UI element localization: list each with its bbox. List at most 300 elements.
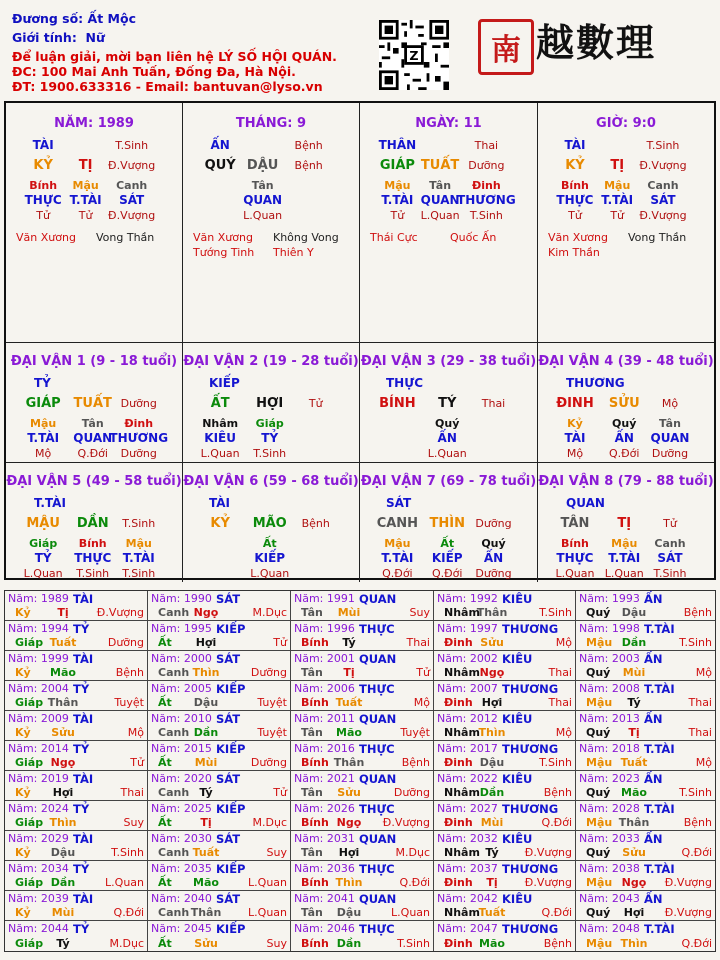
decade-state: Bệnh: [301, 517, 330, 530]
year-cell[interactable]: [434, 741, 576, 771]
decade-ten-god: QUAN: [566, 496, 605, 510]
year-cell[interactable]: [434, 921, 576, 951]
decade-branch: MÃO: [252, 516, 287, 531]
ten-god-label: THÂN: [378, 138, 417, 152]
year-label: Năm: 2032: [437, 832, 498, 845]
pillar-cell[interactable]: [360, 103, 538, 343]
year-stem: Bính: [301, 876, 329, 889]
gender-line: Giới tính: Nữ: [12, 30, 105, 45]
decade-ten-god: T.TÀI: [34, 496, 66, 510]
decade-stem: ĐINH: [556, 396, 594, 411]
decade-hidden-ten-god: SÁT: [657, 551, 683, 565]
hidden-stem: Mậu: [604, 179, 631, 192]
year-cell[interactable]: [5, 861, 148, 891]
decade-state: Thai: [481, 397, 506, 410]
year-branch: Sửu: [622, 846, 646, 859]
year-label: Năm: 2040: [151, 892, 212, 905]
year-stem: Bính: [301, 756, 329, 769]
special-star: Vong Thần: [628, 231, 687, 244]
year-label: Năm: 2037: [437, 862, 498, 875]
year-life-stage: Bệnh: [115, 666, 144, 679]
decade-hidden-stem: Quý: [612, 417, 637, 430]
year-cell[interactable]: [5, 891, 148, 921]
branch-state: Bệnh: [294, 159, 323, 172]
hidden-stem: Đinh: [472, 179, 501, 192]
year-cell[interactable]: [5, 831, 148, 861]
year-label: Năm: 2006: [294, 682, 355, 695]
year-label: Năm: 2033: [579, 832, 640, 845]
year-cell[interactable]: [434, 891, 576, 921]
year-stem: Tân: [301, 606, 323, 619]
year-ten-god: ẤN: [644, 592, 663, 606]
year-ten-god: T.TÀI: [644, 742, 675, 756]
decade-ten-god: TỶ: [34, 376, 51, 390]
decade-cell[interactable]: [183, 343, 360, 463]
year-life-stage: Bệnh: [401, 756, 430, 769]
year-stem: Ất: [158, 756, 172, 769]
year-stem: Nhâm: [444, 906, 480, 919]
year-branch: Thìn: [478, 726, 506, 739]
decade-hidden-ten-god: QUAN: [73, 431, 113, 445]
decade-hidden-life-stage: Mộ: [35, 447, 52, 460]
year-cell[interactable]: [576, 861, 715, 891]
branch-state: Đ.Vượng: [108, 159, 156, 172]
hidden-stem: Mậu: [72, 179, 99, 192]
hidden-stem: Tân: [429, 179, 452, 192]
decade-hidden-stem: Tân: [659, 417, 681, 430]
year-ten-god: THỰC: [359, 862, 395, 876]
year-cell[interactable]: [148, 591, 291, 621]
year-life-stage: Tuyệt: [114, 696, 144, 709]
year-stem: Ất: [158, 876, 172, 889]
year-cell[interactable]: [291, 651, 434, 681]
year-life-stage: Đ.Vượng: [524, 876, 572, 889]
year-label: Năm: 1991: [294, 592, 355, 605]
ten-god-label: TÀI: [564, 138, 586, 152]
year-label: Năm: 2020: [151, 772, 212, 785]
decade-cell[interactable]: [6, 343, 183, 463]
decade-cell[interactable]: [183, 463, 360, 582]
decade-hidden-life-stage: Q.Đới: [431, 567, 463, 580]
decade-hidden-life-stage: L.Quan: [555, 567, 595, 580]
year-ten-god: SÁT: [216, 652, 241, 666]
year-branch: Tý: [56, 937, 70, 950]
year-ten-god: ẤN: [644, 832, 663, 846]
decade-title: ĐẠI VẬN 2 (19 - 28 tuổi): [183, 354, 359, 369]
year-cell[interactable]: [148, 681, 291, 711]
year-ten-god: THƯƠNG: [502, 682, 559, 696]
year-label: Năm: 2022: [437, 772, 498, 785]
decade-cell[interactable]: [538, 463, 714, 582]
decade-hidden-ten-god: T.TÀI: [608, 551, 641, 565]
year-cell[interactable]: [291, 861, 434, 891]
decade-hidden-ten-god: THỰC: [556, 551, 594, 565]
year-cell[interactable]: [148, 651, 291, 681]
year-cell[interactable]: [148, 801, 291, 831]
hidden-life-stage: Tử: [610, 209, 625, 222]
year-label: Năm: 2025: [151, 802, 212, 815]
decade-hidden-stem: Bính: [561, 537, 589, 550]
brand-logo: 越數理: [536, 20, 657, 65]
year-stem: Bính: [301, 636, 329, 649]
ten-god-label: ẤN: [210, 138, 230, 152]
pillar-cell[interactable]: [183, 103, 360, 343]
year-branch: Dần: [50, 876, 76, 889]
year-ten-god: T.TÀI: [644, 922, 675, 936]
year-label: Năm: 2021: [294, 772, 355, 785]
year-label: Năm: 2016: [294, 742, 355, 755]
year-label: Năm: 2014: [8, 742, 69, 755]
year-life-stage: Bệnh: [683, 606, 712, 619]
special-star: Thiên Y: [273, 246, 314, 259]
decade-cell[interactable]: [360, 463, 538, 582]
year-ten-god: T.TÀI: [644, 802, 675, 816]
year-ten-god: SÁT: [216, 832, 241, 846]
year-life-stage: L.Quan: [248, 876, 287, 889]
special-star: Kim Thần: [548, 246, 600, 259]
year-label: Năm: 2018: [579, 742, 640, 755]
year-cell[interactable]: [291, 891, 434, 921]
earthly-branch: TỊ: [78, 158, 93, 173]
year-branch: Thân: [190, 906, 222, 919]
year-cell[interactable]: [5, 771, 148, 801]
pillar-cell[interactable]: [538, 103, 714, 343]
year-cell[interactable]: [291, 711, 434, 741]
phone-email-line: ĐT: 1900.633316 - Email: bantuvan@lyso.vn: [12, 79, 323, 94]
year-cell[interactable]: [434, 681, 576, 711]
year-stem: Ất: [158, 696, 172, 709]
year-life-stage: M.Dục: [395, 846, 430, 859]
hidden-life-stage: Tử: [36, 209, 51, 222]
hidden-life-stage: Tử: [78, 209, 93, 222]
year-life-stage: L.Quan: [105, 876, 144, 889]
year-stem: Nhâm: [444, 786, 480, 799]
hidden-ten-god: SÁT: [650, 193, 676, 207]
decade-branch: TỊ: [617, 516, 632, 531]
year-life-stage: Tuyệt: [257, 726, 287, 739]
year-life-stage: Đ.Vượng: [382, 816, 430, 829]
special-star: Tướng Tinh: [193, 246, 255, 259]
year-stem: Kỷ: [15, 666, 31, 679]
year-branch: Ngọ: [50, 756, 76, 769]
hidden-stem: Bính: [29, 179, 58, 192]
year-cell[interactable]: [291, 621, 434, 651]
year-branch: Hợi: [52, 786, 74, 799]
decade-hidden-ten-god: TỶ: [261, 431, 279, 445]
year-branch: Dậu: [479, 756, 505, 769]
decade-hidden-life-stage: Mộ: [566, 447, 584, 460]
year-branch: Tuất: [192, 846, 220, 859]
year-ten-god: THƯƠNG: [502, 802, 559, 816]
decade-hidden-ten-god: QUAN: [650, 431, 690, 445]
year-cell[interactable]: [576, 891, 715, 921]
year-branch: Mão: [336, 726, 362, 739]
year-branch: Dậu: [50, 846, 76, 859]
year-cell[interactable]: [434, 711, 576, 741]
year-stem: Kỷ: [15, 846, 31, 859]
qr-code-icon[interactable]: [379, 20, 449, 90]
decade-stem: MẬU: [26, 516, 60, 531]
decade-hidden-stem: Canh: [654, 537, 686, 550]
year-life-stage: M.Dục: [109, 937, 144, 950]
year-cell[interactable]: [148, 921, 291, 951]
year-life-stage: M.Dục: [252, 816, 287, 829]
year-ten-god: SÁT: [216, 772, 241, 786]
year-cell[interactable]: [434, 651, 576, 681]
year-life-stage: Tử: [273, 786, 287, 799]
decade-hidden-stem: Ất: [262, 537, 277, 550]
year-cell[interactable]: [291, 681, 434, 711]
year-label: Năm: 1995: [151, 622, 212, 635]
year-cell[interactable]: [291, 591, 434, 621]
year-label: Năm: 1993: [579, 592, 640, 605]
year-stem: Đinh: [444, 756, 473, 769]
decade-branch: THÌN: [429, 516, 465, 531]
year-label: Năm: 2042: [437, 892, 498, 905]
year-life-stage: Mộ: [695, 756, 712, 769]
decade-cell[interactable]: [6, 463, 183, 582]
special-star: Quốc Ấn: [450, 231, 497, 244]
year-label: Năm: 2038: [579, 862, 640, 875]
year-cell[interactable]: [576, 651, 715, 681]
year-ten-god: THƯƠNG: [502, 922, 559, 936]
hidden-ten-god: THỰC: [24, 193, 62, 207]
year-cell[interactable]: [576, 921, 715, 951]
year-cell[interactable]: [576, 741, 715, 771]
year-stem: Quý: [586, 906, 611, 919]
year-ten-god: ẤN: [644, 772, 663, 786]
year-life-stage: T.Sinh: [111, 846, 144, 859]
year-cell[interactable]: [434, 771, 576, 801]
year-ten-god: KIÊU: [502, 652, 533, 666]
year-life-stage: Mộ: [413, 696, 430, 709]
year-label: Năm: 2003: [579, 652, 640, 665]
decade-state: T.Sinh: [122, 517, 156, 530]
year-ten-god: TỶ: [73, 802, 90, 816]
decade-hidden-ten-god: T.TÀI: [27, 431, 60, 445]
pillar-cell[interactable]: [6, 103, 183, 343]
decade-hidden-ten-god: ẤN: [483, 551, 504, 565]
year-life-stage: Tuyệt: [400, 726, 430, 739]
decade-hidden-stem: Giáp: [29, 537, 58, 550]
year-label: Năm: 2007: [437, 682, 498, 695]
year-cell[interactable]: [148, 771, 291, 801]
year-cell[interactable]: [291, 741, 434, 771]
year-stem: Quý: [586, 606, 611, 619]
year-life-stage: T.Sinh: [539, 606, 572, 619]
heavenly-stem: KỶ: [565, 158, 585, 173]
year-branch: Tý: [342, 636, 356, 649]
year-ten-god: T.TÀI: [644, 862, 675, 876]
year-cell[interactable]: [148, 621, 291, 651]
year-life-stage: Q.Đới: [113, 906, 144, 919]
year-cell[interactable]: [576, 711, 715, 741]
year-cell[interactable]: [576, 621, 715, 651]
year-branch: Ngọ: [621, 876, 647, 889]
heavenly-stem: GIÁP: [379, 158, 415, 173]
year-label: Năm: 2039: [8, 892, 69, 905]
year-branch: Dần: [479, 786, 505, 799]
year-label: Năm: 2019: [8, 772, 69, 785]
year-cell[interactable]: [5, 591, 148, 621]
decade-hidden-ten-god: TÀI: [564, 431, 586, 445]
year-life-stage: Thai: [688, 726, 712, 739]
year-cell[interactable]: [148, 891, 291, 921]
life-stage-label: T.Sinh: [646, 139, 680, 152]
year-stem: Canh: [158, 726, 190, 739]
decade-hidden-stem: Giáp: [255, 417, 284, 430]
life-stage-label: T.Sinh: [115, 139, 149, 152]
decade-stem: TÂN: [560, 516, 590, 531]
hidden-life-stage: Tử: [568, 209, 582, 222]
year-life-stage: Đ.Vượng: [664, 906, 712, 919]
year-stem: Canh: [158, 786, 190, 799]
year-ten-god: TỶ: [73, 742, 90, 756]
year-branch: Ngọ: [336, 816, 362, 829]
year-label: Năm: 2027: [437, 802, 498, 815]
year-cell[interactable]: [434, 801, 576, 831]
year-cell[interactable]: [434, 591, 576, 621]
year-cell[interactable]: [5, 801, 148, 831]
decade-stem: BÍNH: [379, 396, 416, 411]
year-label: Năm: 2024: [8, 802, 69, 815]
year-branch: Ngọ: [193, 606, 219, 619]
decade-hidden-life-stage: Q.Đới: [77, 447, 108, 460]
svg-text:Z: Z: [409, 48, 419, 64]
year-branch: Thân: [47, 696, 79, 709]
decade-hidden-ten-god: KIÊU: [204, 431, 237, 445]
decade-ten-god: THƯƠNG: [566, 376, 625, 390]
year-life-stage: Thai: [688, 696, 712, 709]
year-cell[interactable]: [291, 831, 434, 861]
decade-cell[interactable]: [538, 343, 714, 463]
year-life-stage: Tử: [130, 756, 144, 769]
year-stem: Giáp: [15, 696, 44, 709]
year-life-stage: T.Sinh: [397, 937, 430, 950]
decade-ten-god: TÀI: [209, 496, 231, 510]
year-ten-god: KIÊU: [502, 712, 533, 726]
hidden-life-stage: T.Sinh: [469, 209, 503, 222]
header: [0, 0, 720, 100]
heavenly-stem: KỶ: [33, 158, 53, 173]
year-cell[interactable]: [576, 831, 715, 861]
year-ten-god: TỶ: [73, 682, 90, 696]
branch-state: Đ.Vượng: [639, 159, 687, 172]
year-life-stage: Bệnh: [543, 937, 572, 950]
year-ten-god: KIẾP: [216, 802, 246, 816]
year-life-stage: T.Sinh: [539, 756, 572, 769]
year-life-stage: Tuyệt: [257, 696, 287, 709]
year-cell[interactable]: [148, 711, 291, 741]
year-cell[interactable]: [291, 921, 434, 951]
year-ten-god: THƯƠNG: [502, 862, 559, 876]
year-life-stage: Q.Đới: [399, 876, 430, 889]
year-label: Năm: 2047: [437, 922, 498, 935]
year-cell[interactable]: [5, 921, 148, 951]
special-star: Vong Thần: [96, 231, 155, 244]
year-stem: Kỷ: [15, 906, 31, 919]
year-branch: Tý: [199, 786, 213, 799]
year-ten-god: THỰC: [359, 742, 395, 756]
year-stem: Mậu: [586, 756, 613, 769]
year-cell[interactable]: [434, 861, 576, 891]
year-branch: Dậu: [621, 606, 647, 619]
pillar-title: GIỜ: 9:0: [596, 116, 656, 131]
year-cell[interactable]: [5, 651, 148, 681]
year-branch: Mão: [193, 876, 219, 889]
year-cell[interactable]: [576, 591, 715, 621]
year-branch: Mão: [479, 937, 505, 950]
year-stem: Nhâm: [444, 846, 480, 859]
year-cell[interactable]: [576, 681, 715, 711]
year-stem: Kỷ: [15, 726, 31, 739]
year-branch: Tuất: [49, 636, 77, 649]
year-cell[interactable]: [576, 771, 715, 801]
year-branch: Ngọ: [479, 666, 505, 679]
year-cell[interactable]: [291, 771, 434, 801]
year-ten-god: KIẾP: [216, 862, 246, 876]
year-life-stage: Bệnh: [543, 786, 572, 799]
year-cell[interactable]: [5, 621, 148, 651]
year-cell[interactable]: [434, 621, 576, 651]
year-life-stage: Mộ: [695, 666, 712, 679]
owner-line: Đương số: Ất Mộc: [12, 11, 136, 26]
hidden-stem: Canh: [116, 179, 148, 192]
life-stage-label: Thai: [474, 139, 499, 152]
decade-hidden-life-stage: T.Sinh: [253, 447, 287, 460]
year-branch: Thìn: [49, 816, 77, 829]
decade-hidden-ten-god: ẤN: [437, 431, 457, 445]
year-cell[interactable]: [148, 741, 291, 771]
year-cell[interactable]: [291, 801, 434, 831]
year-branch: Hợi: [338, 846, 360, 859]
hidden-stem: Canh: [647, 179, 679, 192]
year-stem: Quý: [586, 666, 611, 679]
year-life-stage: Q.Đới: [541, 906, 572, 919]
year-branch: Thân: [618, 816, 650, 829]
decade-branch: TUẤT: [73, 396, 112, 411]
year-stem: Bính: [301, 937, 329, 950]
year-cell[interactable]: [576, 801, 715, 831]
year-label: Năm: 2036: [294, 862, 355, 875]
hidden-stem: Tân: [251, 179, 274, 192]
year-stem: Kỷ: [15, 786, 31, 799]
year-label: Năm: 2004: [8, 682, 69, 695]
year-ten-god: THỰC: [359, 622, 395, 636]
year-cell[interactable]: [148, 831, 291, 861]
year-ten-god: TỶ: [73, 622, 90, 636]
year-stem: Bính: [301, 696, 329, 709]
year-label: Năm: 2029: [8, 832, 69, 845]
year-stem: Mậu: [586, 876, 613, 889]
year-life-stage: Thai: [120, 786, 144, 799]
year-cell[interactable]: [148, 861, 291, 891]
year-cell[interactable]: [434, 831, 576, 861]
year-life-stage: Suy: [266, 846, 287, 859]
year-cell[interactable]: [5, 711, 148, 741]
year-branch: Mùi: [194, 756, 218, 769]
decade-cell[interactable]: [360, 343, 538, 463]
year-stem: Mậu: [586, 636, 613, 649]
year-label: Năm: 2017: [437, 742, 498, 755]
decade-hidden-life-stage: Dưỡng: [651, 447, 689, 460]
decade-hidden-life-stage: Dưỡng: [120, 447, 157, 460]
earthly-branch: TUẤT: [420, 158, 460, 173]
year-cell[interactable]: [5, 741, 148, 771]
year-branch: Mùi: [337, 606, 361, 619]
year-cell[interactable]: [5, 681, 148, 711]
year-life-stage: Tử: [273, 636, 287, 649]
